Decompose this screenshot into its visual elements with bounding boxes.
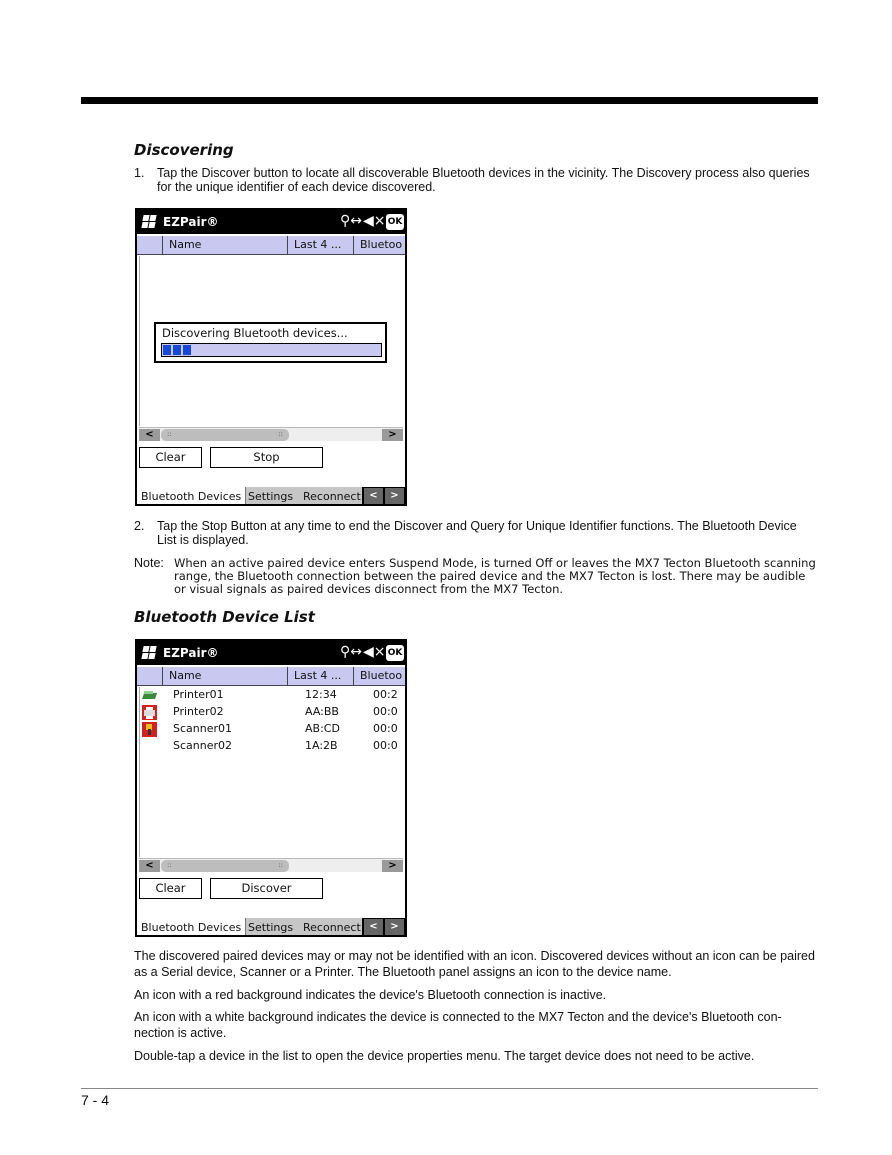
windows-start-icon[interactable]: [141, 645, 157, 661]
windows-start-icon[interactable]: [141, 214, 157, 230]
device-bluetooth: 00:0: [373, 739, 398, 752]
device-name: Printer01: [173, 688, 224, 701]
screenshot-discovering: [135, 208, 407, 506]
scroll-thumb[interactable]: :: ::: [161, 860, 289, 872]
device-last4: 1A:2B: [305, 739, 338, 752]
column-last4[interactable]: Last 4 ...: [287, 667, 353, 686]
list-header: [137, 236, 405, 255]
list-header: [137, 667, 405, 686]
step-2: [134, 519, 814, 547]
horizontal-scrollbar[interactable]: [139, 858, 403, 872]
connectivity-icon[interactable]: ⚲↔: [340, 213, 362, 229]
column-name[interactable]: Name: [162, 667, 288, 686]
note: [134, 557, 818, 596]
tab-next-icon[interactable]: >: [385, 919, 404, 935]
column-bluetooth[interactable]: Bluetoo: [353, 667, 405, 686]
column-bluetooth[interactable]: Bluetoo: [353, 236, 405, 255]
clear-button[interactable]: Clear: [139, 447, 202, 468]
app-title: EZPair®: [163, 215, 219, 229]
scroll-right-icon[interactable]: >: [382, 860, 403, 872]
scroll-left-icon[interactable]: <: [139, 860, 160, 872]
heading-discovering: Discovering: [134, 141, 234, 159]
device-last4: 12:34: [305, 688, 337, 701]
progress-bar: [161, 343, 382, 357]
dialog-message: Discovering Bluetooth devices...: [162, 326, 348, 340]
note-text: When an active paired device enters Suspend Mode, is turned Off or leaves the MX7 Tecton Bluetooth scanning range, the Bluetooth connection between the paired device and the MX7 Tecton is lost. There may be audible or visual signals as paired devices disconnect from the MX7 Tecton.: [174, 556, 816, 596]
bottom-rule: [81, 1088, 818, 1089]
device-last4: AB:CD: [305, 722, 340, 735]
paragraph-double-tap: Double-tap a device in the list to open the device properties menu. The target device does not need to be active.: [134, 1049, 755, 1063]
tab-bluetooth-devices[interactable]: Bluetooth Devices: [137, 918, 246, 937]
discover-button[interactable]: Discover: [210, 878, 323, 899]
device-name: Scanner01: [173, 722, 233, 735]
device-name: Printer02: [173, 705, 224, 718]
paragraph-icons: The discovered paired devices may or may not be identified with an icon. Discovered devices without an icon can be paired as a Serial device, Scanner or a Printer. The Bluetooth panel assigns an icon to the device name.: [134, 949, 815, 979]
step-1-number: 1.: [134, 166, 145, 180]
paragraph-red-icon: An icon with a red background indicates the device's Bluetooth connection is inactive.: [134, 988, 607, 1002]
scanner-red-icon: [142, 722, 157, 737]
title-bar: [137, 641, 405, 665]
tab-bar: [137, 487, 405, 506]
tab-bar: [137, 918, 405, 937]
step-1-text: Tap the Discover button to locate all discoverable Bluetooth devices in the vicinity. The Discovery process also queries for the unique identifier of each device discovered.: [157, 166, 810, 194]
printer-green-icon: [142, 688, 157, 703]
scroll-left-icon[interactable]: <: [139, 429, 160, 441]
tab-prev-icon[interactable]: <: [364, 488, 383, 504]
tab-prev-icon[interactable]: <: [364, 919, 383, 935]
app-title: EZPair®: [163, 646, 219, 660]
note-label: Note:: [134, 556, 164, 570]
screenshot-device-list: [135, 639, 407, 937]
column-name[interactable]: Name: [162, 236, 288, 255]
list-item[interactable]: [137, 721, 405, 738]
ok-button[interactable]: OK: [386, 214, 404, 230]
device-bluetooth: 00:2: [373, 688, 398, 701]
column-last4[interactable]: Last 4 ...: [287, 236, 353, 255]
tab-bluetooth-devices[interactable]: Bluetooth Devices: [137, 487, 246, 506]
scroll-right-icon[interactable]: >: [382, 429, 403, 441]
tab-settings[interactable]: Settings: [248, 490, 294, 503]
heading-bluetooth-device-list: Bluetooth Device List: [134, 608, 315, 626]
horizontal-scrollbar[interactable]: [139, 427, 403, 441]
progress-fill: [163, 345, 193, 355]
step-2-text: Tap the Stop Button at any time to end the Discover and Query for Unique Identifier functions. The Bluetooth Device List is displayed.: [157, 519, 797, 547]
clear-button[interactable]: Clear: [139, 878, 202, 899]
connectivity-icon[interactable]: ⚲↔: [340, 644, 362, 660]
list-item[interactable]: [137, 704, 405, 721]
title-bar: [137, 210, 405, 234]
list-item[interactable]: [137, 687, 405, 704]
device-bluetooth: 00:0: [373, 705, 398, 718]
step-1: [134, 166, 814, 194]
speaker-muted-icon[interactable]: ◀×: [363, 213, 386, 229]
device-name: Scanner02: [173, 739, 233, 752]
scroll-thumb[interactable]: :: ::: [161, 429, 289, 441]
tab-reconnect[interactable]: Reconnect: [303, 921, 361, 934]
tab-settings[interactable]: Settings: [248, 921, 294, 934]
tab-next-icon[interactable]: >: [385, 488, 404, 504]
list-item[interactable]: [137, 738, 405, 755]
stop-button[interactable]: Stop: [210, 447, 323, 468]
paragraph-white-icon: An icon with a white background indicates the device is connected to the MX7 Tecton and the device's Bluetooth con-nection is active.: [134, 1010, 782, 1040]
top-rule: [81, 97, 818, 104]
page-number: 7 - 4: [81, 1092, 110, 1108]
printer-red-icon: [142, 705, 157, 720]
discovery-dialog: [154, 322, 387, 363]
device-last4: AA:BB: [305, 705, 339, 718]
ok-button[interactable]: OK: [386, 645, 404, 661]
step-2-number: 2.: [134, 519, 145, 533]
device-bluetooth: 00:0: [373, 722, 398, 735]
tab-reconnect[interactable]: Reconnect: [303, 490, 361, 503]
speaker-muted-icon[interactable]: ◀×: [363, 644, 386, 660]
